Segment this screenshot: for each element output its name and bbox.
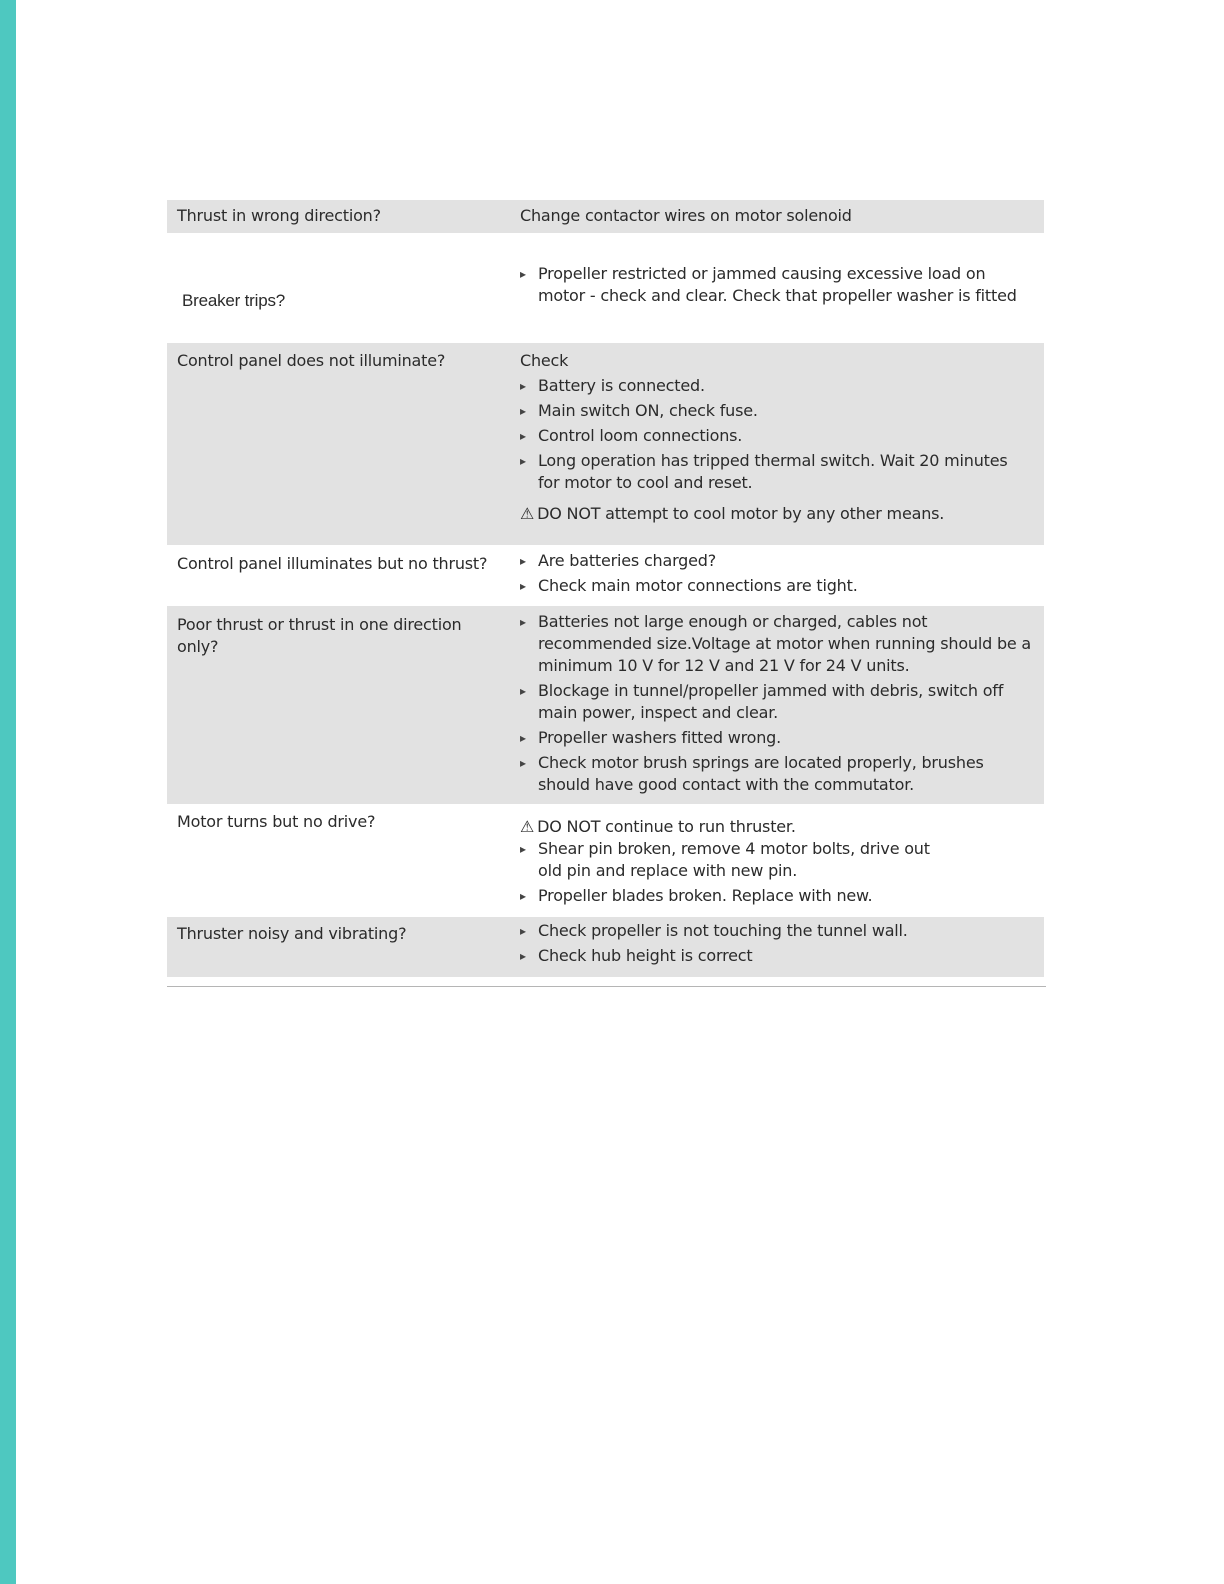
solution-cell xyxy=(520,611,1035,799)
table-bottom-rule xyxy=(167,986,1046,987)
list-item: ▸ Propeller washers fitted wrong. xyxy=(520,727,1035,749)
table-row xyxy=(167,545,1044,606)
warning-triangle-icon: ⚠ xyxy=(520,817,535,836)
list-item: ▸ Check main motor connections are tight. xyxy=(520,575,1030,597)
list-item: ▸ Propeller restricted or jammed causing excessive load on motor - check and clear. Check that propeller washer is fitted xyxy=(520,263,1030,307)
list-item: ▸ Main switch ON, check fuse. xyxy=(520,400,1030,422)
warning-note xyxy=(520,816,940,838)
solution-cell: Change contactor wires on motor solenoid xyxy=(520,206,852,225)
list-item: ▸ Blockage in tunnel/propeller jammed with debris, switch off main power, inspect and clear. xyxy=(520,680,1035,724)
list-item: ▸ Are batteries charged? xyxy=(520,550,1030,572)
table-row xyxy=(167,917,1044,977)
warning-triangle-icon: ⚠ xyxy=(520,504,535,523)
accent-sidebar xyxy=(0,0,16,1584)
problem-cell: Thrust in wrong direction? xyxy=(177,206,381,225)
troubleshooting-table xyxy=(167,200,1044,977)
solution-cell xyxy=(520,550,1030,600)
list-item: ▸ Shear pin broken, remove 4 motor bolts, drive out old pin and replace with new pin. xyxy=(520,838,940,882)
table-row xyxy=(167,262,1044,343)
problem-cell: Motor turns but no drive? xyxy=(177,812,376,831)
table-row xyxy=(167,606,1044,804)
table-row xyxy=(167,343,1044,545)
list-item: ▸ Long operation has tripped thermal switch. Wait 20 minutes for motor to cool and reset. xyxy=(520,450,1030,494)
warning-text: DO NOT continue to run thruster. xyxy=(537,817,796,836)
warning-text: DO NOT attempt to cool motor by any other means. xyxy=(537,504,945,523)
list-item: ▸ Check hub height is correct xyxy=(520,945,1030,967)
list-item: ▸ Battery is connected. xyxy=(520,375,1030,397)
solution-cell xyxy=(520,350,1030,525)
problem-cell: Breaker trips? xyxy=(182,291,286,310)
solution-cell xyxy=(520,816,940,910)
list-item: ▸ Propeller blades broken. Replace with new. xyxy=(520,885,940,907)
solution-cell xyxy=(520,263,1030,310)
problem-cell: Poor thrust or thrust in one direction only? xyxy=(177,615,462,656)
problem-cell: Thruster noisy and vibrating? xyxy=(177,924,407,943)
check-heading: Check xyxy=(520,351,569,370)
problem-cell: Control panel does not illuminate? xyxy=(177,351,446,370)
list-item: ▸ Check propeller is not touching the tunnel wall. xyxy=(520,920,1030,942)
list-item: ▸ Check motor brush springs are located properly, brushes should have good contact with the commutator. xyxy=(520,752,1035,796)
table-row xyxy=(167,200,1044,233)
table-row xyxy=(167,804,1044,917)
problem-cell: Control panel illuminates but no thrust? xyxy=(177,554,488,573)
warning-note xyxy=(520,503,1030,525)
solution-cell xyxy=(520,920,1030,970)
list-item: ▸ Batteries not large enough or charged, cables not recommended size.Voltage at motor when running should be a minimum 10 V for 12 V and 21 V for 24 V units. xyxy=(520,611,1035,677)
list-item: ▸ Control loom connections. xyxy=(520,425,1030,447)
